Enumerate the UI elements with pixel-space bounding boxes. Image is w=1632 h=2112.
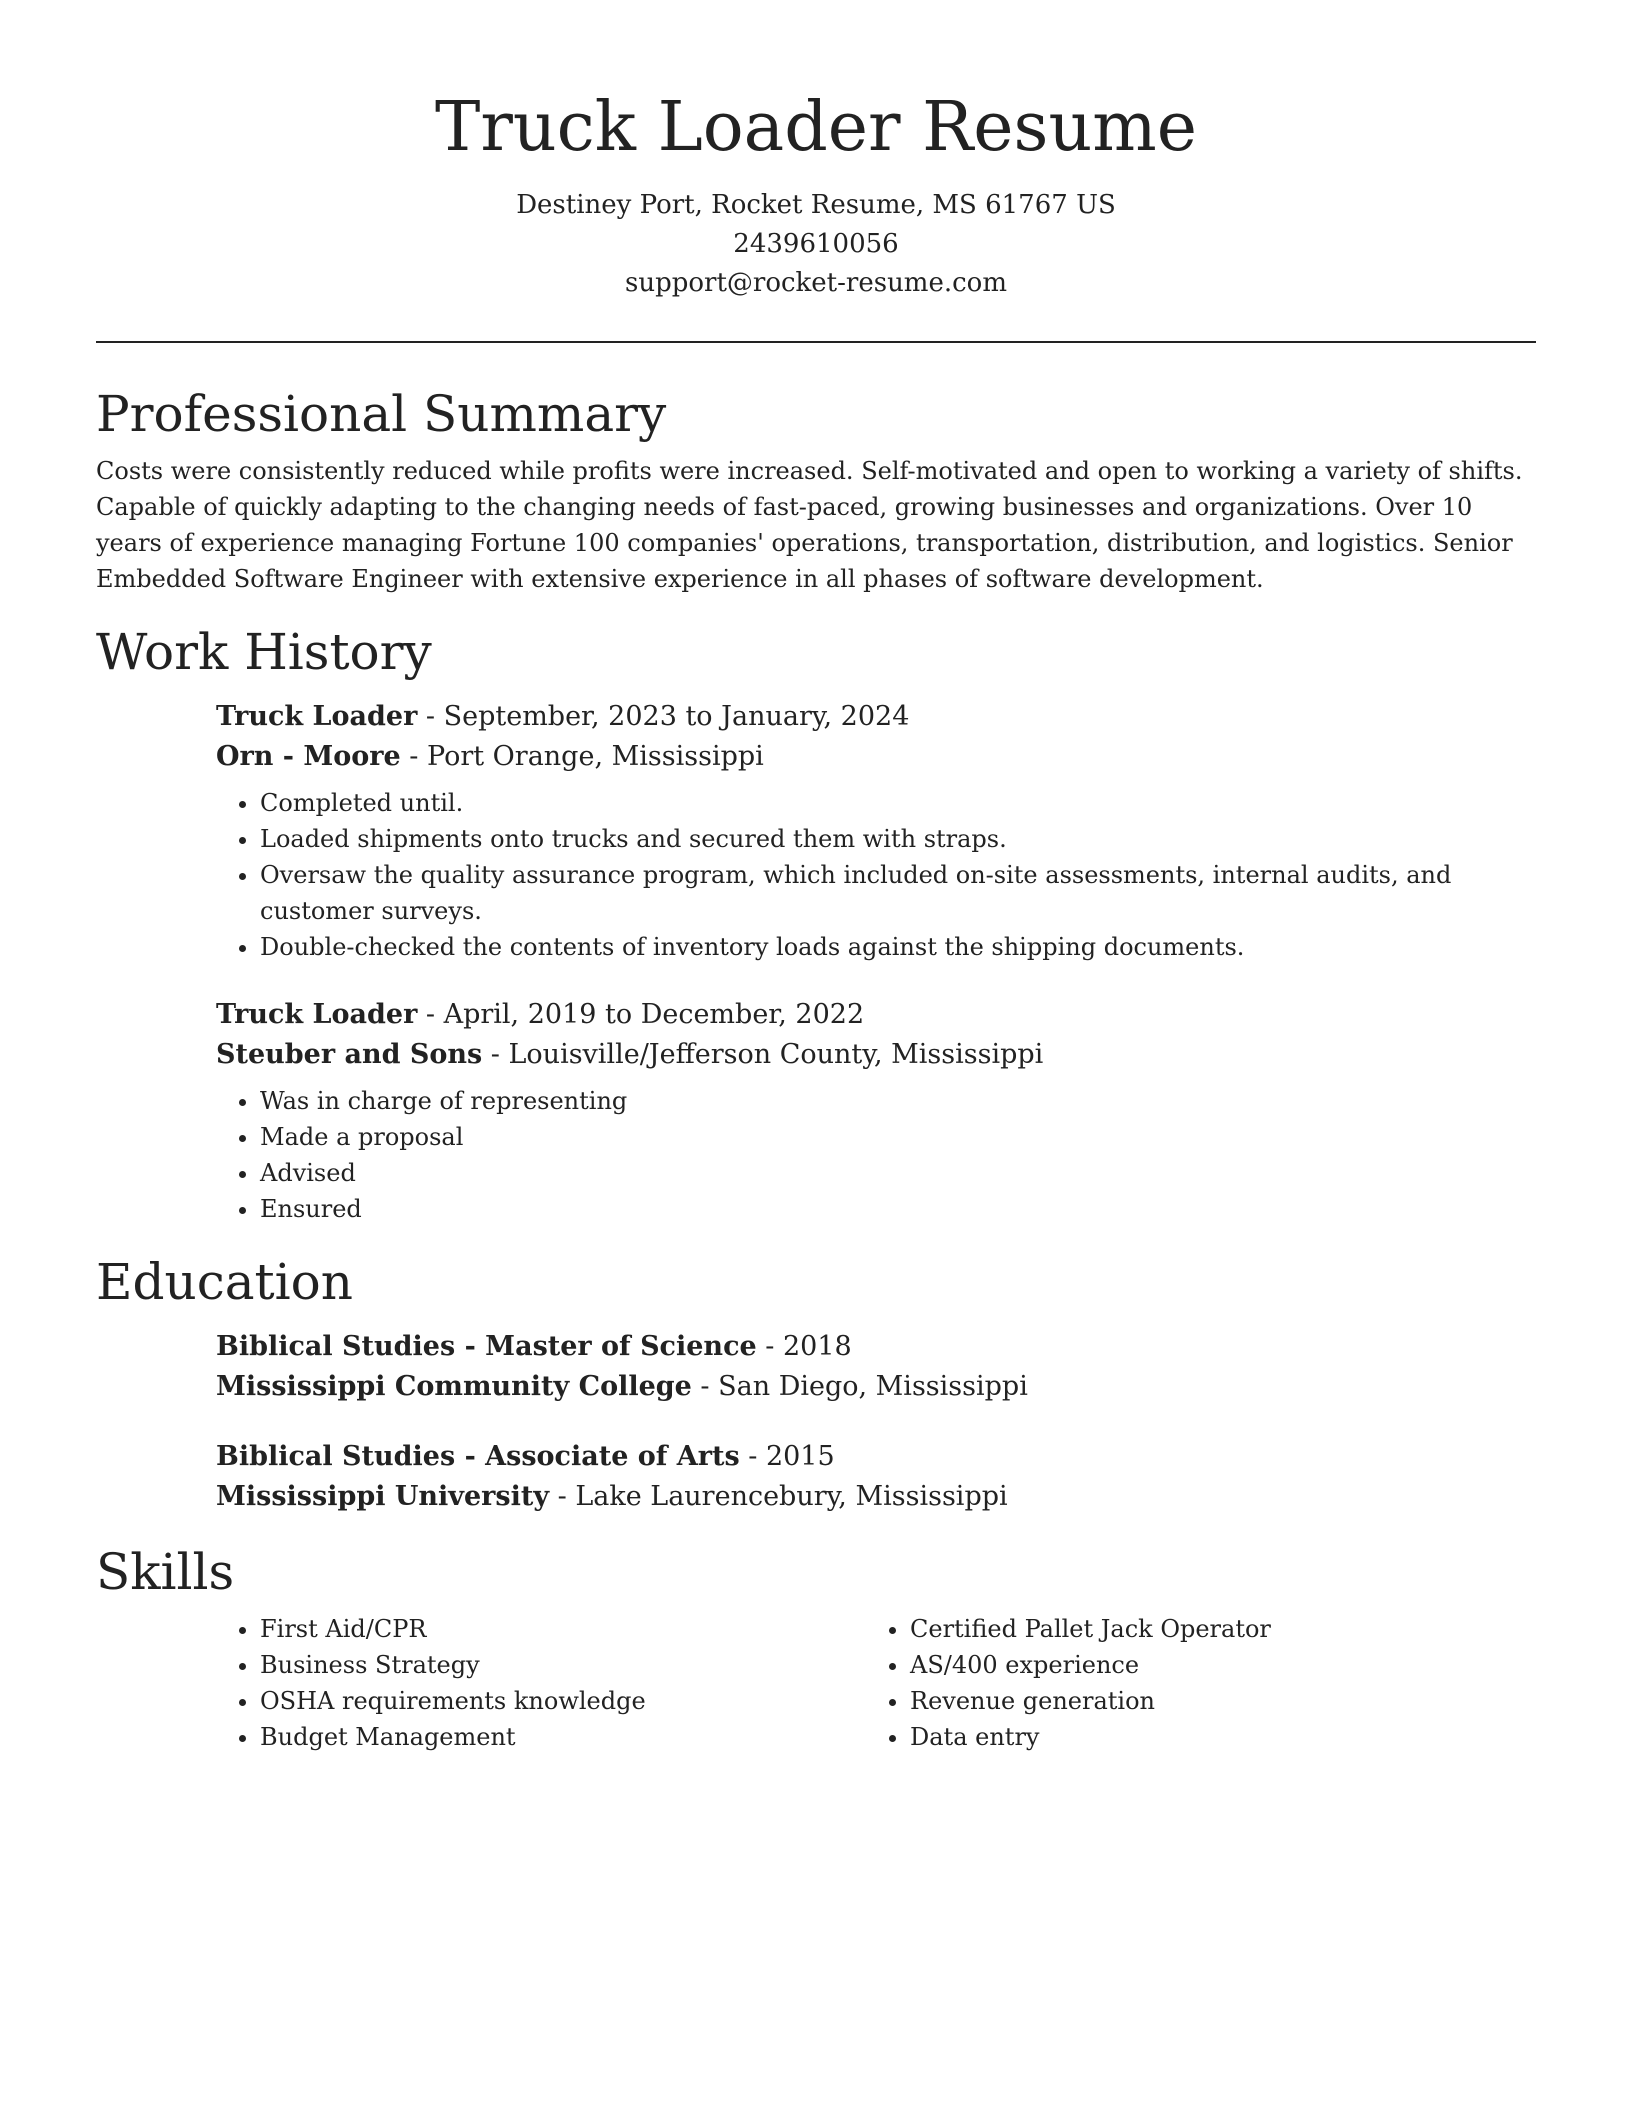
- list-item: • Was in charge of representing: [260, 1083, 1536, 1119]
- job-company: Orn - Moore: [216, 741, 401, 772]
- job-title-line: [216, 995, 1536, 1035]
- education-year: - 2018: [756, 1331, 852, 1362]
- education-entry: [216, 1437, 1536, 1517]
- education-location: - San Diego, Mississippi: [691, 1371, 1028, 1402]
- skills-grid: [216, 1611, 1536, 1755]
- skill-item: • OSHA requirements knowledge: [260, 1683, 866, 1719]
- skills-heading: Skills: [96, 1543, 235, 1601]
- skill-item: • Business Strategy: [260, 1647, 866, 1683]
- skills-list-right: [866, 1611, 1516, 1755]
- skills-list-left: [216, 1611, 866, 1755]
- list-item: • Double-checked the contents of inventory loads against the shipping documents.: [260, 929, 1536, 965]
- contact-address: Destiney Port, Rocket Resume, MS 61767 US: [516, 190, 1116, 220]
- education-school-line: [216, 1477, 1536, 1517]
- education-school-line: [216, 1367, 1536, 1407]
- education-degree-line: [216, 1437, 1536, 1477]
- job-company-line: [216, 737, 1536, 777]
- summary-section: [96, 381, 1536, 597]
- skills-section: [96, 1539, 1536, 1755]
- job-title-line: [216, 697, 1536, 737]
- education-section: [96, 1249, 1536, 1517]
- education-entry: [216, 1327, 1536, 1407]
- education-degree-line: [216, 1327, 1536, 1367]
- skill-item: • Data entry: [910, 1719, 1516, 1755]
- education-location: - Lake Laurencebury, Mississippi: [549, 1481, 1008, 1512]
- skill-item: • AS/400 experience: [910, 1647, 1516, 1683]
- education-school: Mississippi University: [216, 1481, 550, 1512]
- job-bullets: [216, 785, 1536, 965]
- skill-item: • Revenue generation: [910, 1683, 1516, 1719]
- resume-title: Truck Loader Resume: [435, 88, 1197, 167]
- list-item: • Advised: [260, 1155, 1536, 1191]
- education-heading: Education: [96, 1253, 353, 1311]
- job-bullets: [216, 1083, 1536, 1227]
- list-item: • Made a proposal: [260, 1119, 1536, 1155]
- job-entry: [216, 697, 1536, 965]
- summary-text: Costs were consistently reduced while profits were increased. Self-motivated and open to working a variety of shifts. Capable of quickly adapting to the changing needs of fast-paced, growing businesses and organizations. Over 10 years of experience managing Fortune 100 companies' operations, transportation, distribution, and logistics. Senior Embedded Software Engineer with extensive experience in all phases of software development.: [96, 457, 1523, 593]
- job-company: Steuber and Sons: [216, 1039, 483, 1070]
- contact-email: support@rocket-resume.com: [624, 268, 1007, 298]
- list-item: • Ensured: [260, 1191, 1536, 1227]
- work-history-section: [96, 619, 1536, 1227]
- header-divider: [96, 341, 1536, 343]
- skill-item: • First Aid/CPR: [260, 1611, 866, 1647]
- education-degree: Biblical Studies - Master of Science: [216, 1331, 757, 1362]
- resume-header: [96, 0, 1536, 303]
- education-school: Mississippi Community College: [216, 1371, 692, 1402]
- job-dates: - September, 2023 to January, 2024: [417, 701, 910, 732]
- job-location: - Louisville/Jefferson County, Mississippi: [482, 1039, 1044, 1070]
- skill-item: • Budget Management: [260, 1719, 866, 1755]
- job-company-line: [216, 1035, 1536, 1075]
- job-entry: [216, 995, 1536, 1227]
- contact-phone: 2439610056: [733, 229, 899, 259]
- list-item: • Completed until.: [260, 785, 1536, 821]
- contact-block: [96, 186, 1536, 303]
- job-title: Truck Loader: [216, 701, 418, 732]
- skills-column-right: [866, 1611, 1516, 1755]
- list-item: • Oversaw the quality assurance program, which included on-site assessments, internal audits, and customer surveys.: [260, 857, 1536, 929]
- job-location: - Port Orange, Mississippi: [400, 741, 764, 772]
- list-item: • Loaded shipments onto trucks and secured them with straps.: [260, 821, 1536, 857]
- skills-column-left: [216, 1611, 866, 1755]
- job-title: Truck Loader: [216, 999, 418, 1030]
- skill-item: • Certified Pallet Jack Operator: [910, 1611, 1516, 1647]
- education-year: - 2015: [739, 1441, 835, 1472]
- job-dates: - April, 2019 to December, 2022: [417, 999, 865, 1030]
- summary-heading: Professional Summary: [96, 385, 667, 443]
- education-degree: Biblical Studies - Associate of Arts: [216, 1441, 740, 1472]
- work-history-heading: Work History: [96, 623, 432, 681]
